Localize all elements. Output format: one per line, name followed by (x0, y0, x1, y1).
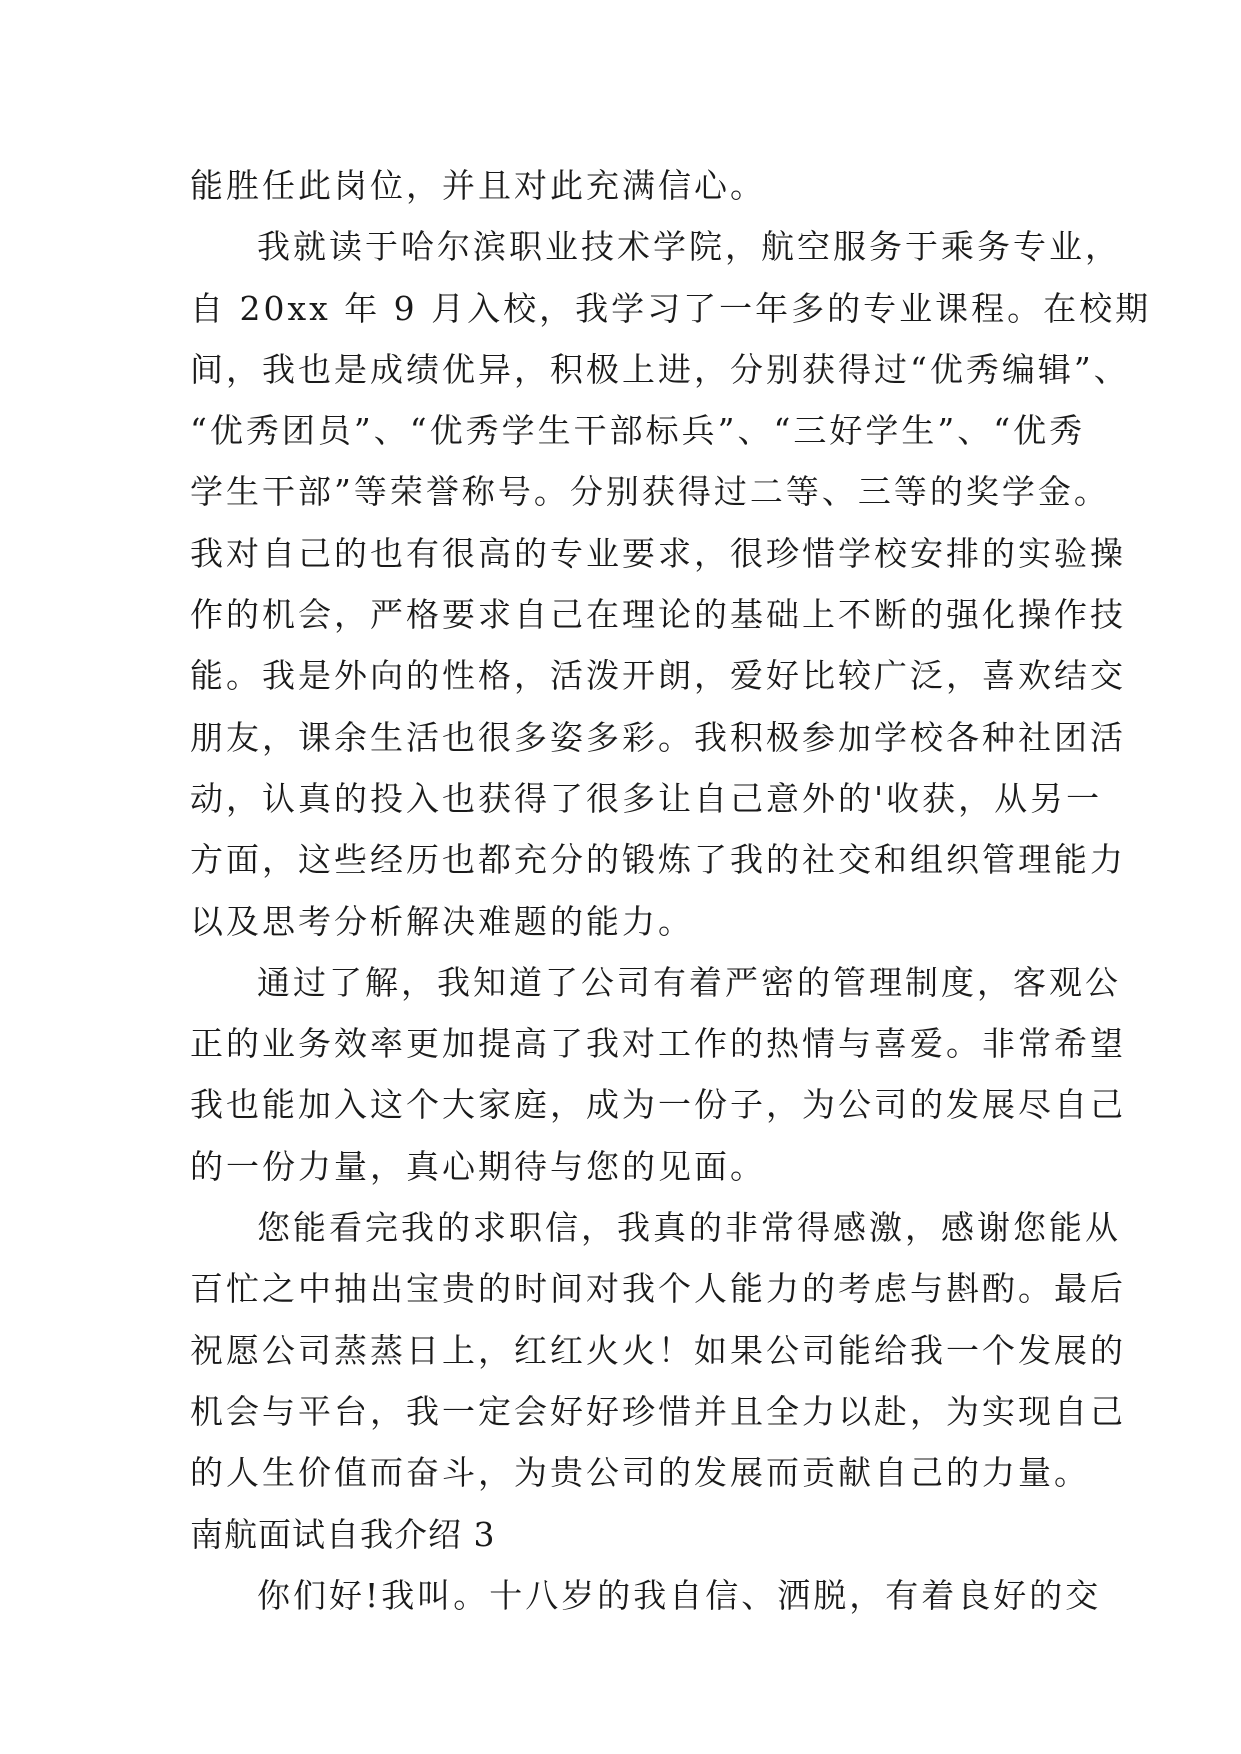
paragraph-start-line: 我就读于哈尔滨职业技术学院，航空服务于乘务专业， (257, 227, 1121, 267)
text-line: 自 20xx 年 9 月入校，我学习了一年多的专业课程。在校期 (190, 288, 1152, 328)
text-line: 间，我也是成绩优异，积极上进，分别获得过“优秀编辑”、 (190, 349, 1130, 389)
text-line: 的一份力量，真心期待与您的见面。 (190, 1146, 766, 1186)
text-line: 动，认真的投入也获得了很多让自己意外的'收获，从另一 (190, 778, 1103, 818)
text-line: 百忙之中抽出宝贵的时间对我个人能力的考虑与斟酌。最后 (190, 1269, 1126, 1309)
text-line: 作的机会，严格要求自己在理论的基础上不断的强化操作技 (190, 595, 1126, 635)
text-line: 能胜任此岗位，并且对此充满信心。 (190, 166, 766, 205)
text-line: 我也能加入这个大家庭，成为一份子，为公司的发展尽自己 (190, 1085, 1126, 1125)
text-line: 祝愿公司蒸蒸日上，红红火火！如果公司能给我一个发展的 (190, 1330, 1126, 1370)
text-line: 正的业务效率更加提高了我对工作的热情与喜爱。非常希望 (190, 1024, 1126, 1064)
text-line: 方面，这些经历也都充分的锻炼了我的社交和组织管理能力 (190, 840, 1126, 880)
section-heading: 南航面试自我介绍 3 (190, 1514, 496, 1554)
text-line: 学生干部”等荣誉称号。分别获得过二等、三等的奖学金。 (190, 472, 1110, 512)
document-body (190, 155, 1152, 1626)
text-line: 我对自己的也有很高的专业要求，很珍惜学校安排的实验操 (190, 533, 1126, 573)
text-line: 朋友，课余生活也很多姿多彩。我积极参加学校各种社团活 (190, 717, 1126, 757)
paragraph-start-line: 你们好!我叫。十八岁的我自信、洒脱，有着良好的交 (257, 1575, 1102, 1615)
paragraph-start-line: 您能看完我的求职信，我真的非常得感激，感谢您能从 (257, 1208, 1121, 1248)
text-line: “优秀团员”、“优秀学生干部标兵”、“三好学生”、“优秀 (190, 411, 1086, 451)
text-line: 机会与平台，我一定会好好珍惜并且全力以赴，为实现自己 (190, 1391, 1126, 1431)
text-line: 能。我是外向的性格，活泼开朗，爱好比较广泛，喜欢结交 (190, 656, 1126, 696)
text-line: 以及思考分析解决难题的能力。 (190, 901, 694, 941)
text-line: 的人生价值而奋斗，为贵公司的发展而贡献自己的力量。 (190, 1453, 1090, 1493)
paragraph-start-line: 通过了解，我知道了公司有着严密的管理制度，客观公 (257, 962, 1121, 1002)
